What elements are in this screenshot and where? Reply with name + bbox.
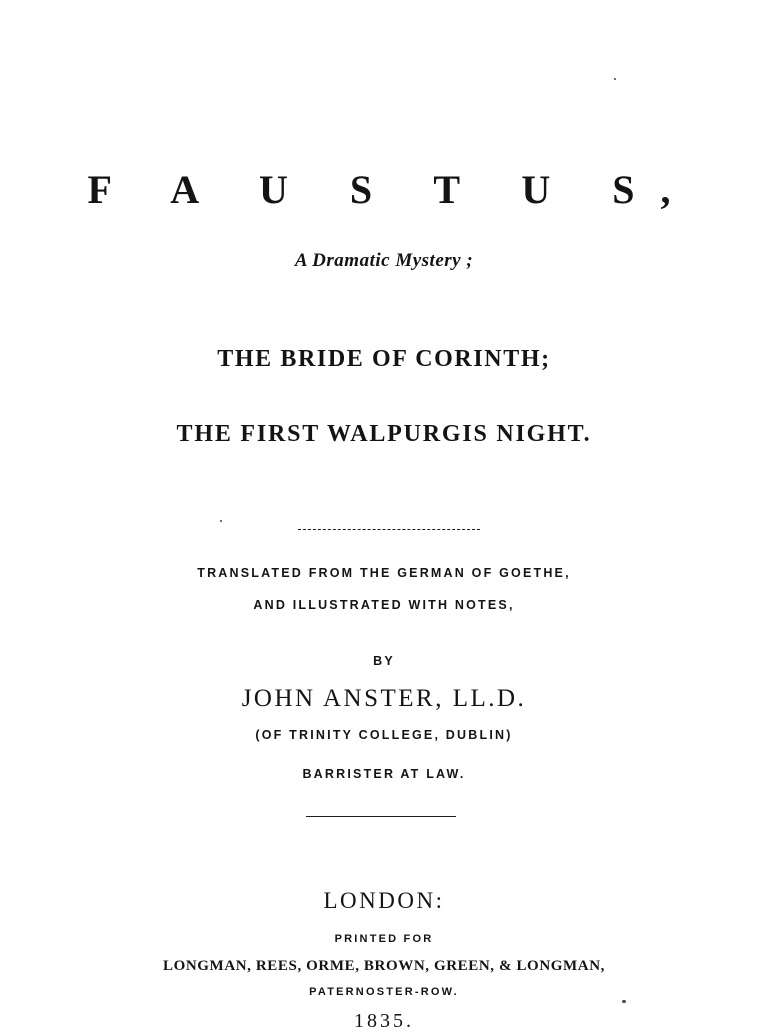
second-work-title: THE BRIDE OF CORINTH; <box>217 346 551 372</box>
imprint-city: LONDON: <box>323 888 445 913</box>
by-label: BY <box>373 654 395 668</box>
third-work-title: THE FIRST WALPURGIS NIGHT. <box>176 421 592 447</box>
divider-rule <box>306 816 456 817</box>
ink-speck <box>622 1000 626 1003</box>
publication-year: 1835. <box>354 1010 414 1032</box>
ink-speck <box>220 520 222 522</box>
ornamental-divider <box>298 529 480 530</box>
author-profession: BARRISTER AT LAW. <box>302 767 466 781</box>
book-title: F A U S T U S, <box>87 167 697 212</box>
printed-for-label: PRINTED FOR <box>334 933 434 945</box>
ink-speck <box>614 78 616 80</box>
translation-note-line-1: TRANSLATED FROM THE GERMAN OF GOETHE, <box>197 566 571 580</box>
book-subtitle: A Dramatic Mystery ; <box>294 250 474 271</box>
author-affiliation: (OF TRINITY COLLEGE, DUBLIN) <box>255 728 513 742</box>
translation-note-line-2: AND ILLUSTRATED WITH NOTES, <box>253 598 515 612</box>
publisher-names: LONGMAN, REES, ORME, BROWN, GREEN, & LONGMAN, <box>162 958 605 974</box>
author-name: JOHN ANSTER, LL.D. <box>241 685 527 712</box>
publisher-address: PATERNOSTER-ROW. <box>309 986 459 998</box>
